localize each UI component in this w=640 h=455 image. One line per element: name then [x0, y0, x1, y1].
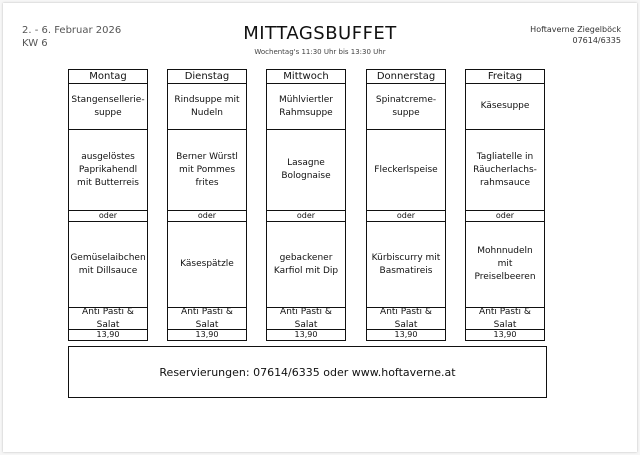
main-dish-1: Fleckerlspeise — [367, 130, 445, 211]
day-column-tuesday — [167, 69, 247, 341]
price: 13,90 — [394, 330, 418, 339]
soup-dish: Mühlviertler Rahmsuppe — [267, 84, 345, 130]
main-dish-1: Lasagne Bolognaise — [267, 130, 345, 211]
restaurant-name: Hoftaverne Ziegelböck — [530, 25, 621, 34]
side-extra: Anti Pasti & Salat — [367, 308, 445, 330]
or-separator: oder — [267, 211, 345, 222]
price: 13,90 — [195, 330, 219, 339]
day-name: Dienstag — [168, 70, 246, 84]
day-name: Donnerstag — [367, 70, 445, 84]
soup-dish: Stangensellerie-suppe — [69, 84, 147, 130]
price: 13,90 — [96, 330, 120, 339]
page-title: MITTAGSBUFFET — [243, 23, 397, 44]
main-dish-2: gebackener Karfiol mit Dip — [267, 222, 345, 308]
date-range: 2. - 6. Februar 2026 — [22, 25, 122, 36]
main-dish-2: Gemüselaibchen mit Dillsauce — [69, 222, 147, 308]
main-dish-1: ausgelöstes Paprikahendl mit Butterreis — [69, 130, 147, 211]
restaurant-phone: 07614/6335 — [572, 36, 621, 45]
or-separator: oder — [466, 211, 544, 222]
opening-hours: Wochentag's 11:30 Uhr bis 13:30 Uhr — [254, 48, 386, 56]
or-separator: oder — [168, 211, 246, 222]
day-name: Freitag — [466, 70, 544, 84]
soup-dish: Rindsuppe mit Nudeln — [168, 84, 246, 130]
or-separator: oder — [367, 211, 445, 222]
side-extra: Anti Pasti & Salat — [69, 308, 147, 330]
side-extra: Anti Pasti & Salat — [267, 308, 345, 330]
restaurant-info — [530, 24, 621, 46]
main-dish-1: Berner Würstl mit Pommes frites — [168, 130, 246, 211]
reservation-info: Reservierungen: 07614/6335 oder www.hoftaverne.at — [68, 346, 547, 398]
or-separator: oder — [69, 211, 147, 222]
menu-page — [3, 3, 637, 452]
main-dish-2: Kürbiscurry mit Basmatireis — [367, 222, 445, 308]
day-column-friday — [465, 69, 545, 341]
price: 13,90 — [493, 330, 517, 339]
day-column-thursday — [366, 69, 446, 341]
main-dish-2: Mohnnudeln mit Preiselbeeren — [466, 222, 544, 308]
day-name: Montag — [69, 70, 147, 84]
day-column-wednesday — [266, 69, 346, 341]
side-extra: Anti Pasti & Salat — [168, 308, 246, 330]
main-dish-1: Tagliatelle in Räucherlachs-rahmsauce — [466, 130, 544, 211]
calendar-week: KW 6 — [22, 38, 48, 49]
price: 13,90 — [294, 330, 318, 339]
soup-dish: Käsesuppe — [466, 84, 544, 130]
main-dish-2: Käsespätzle — [168, 222, 246, 308]
side-extra: Anti Pasti & Salat — [466, 308, 544, 330]
day-column-monday — [68, 69, 148, 341]
day-name: Mittwoch — [267, 70, 345, 84]
soup-dish: Spinatcreme-suppe — [367, 84, 445, 130]
